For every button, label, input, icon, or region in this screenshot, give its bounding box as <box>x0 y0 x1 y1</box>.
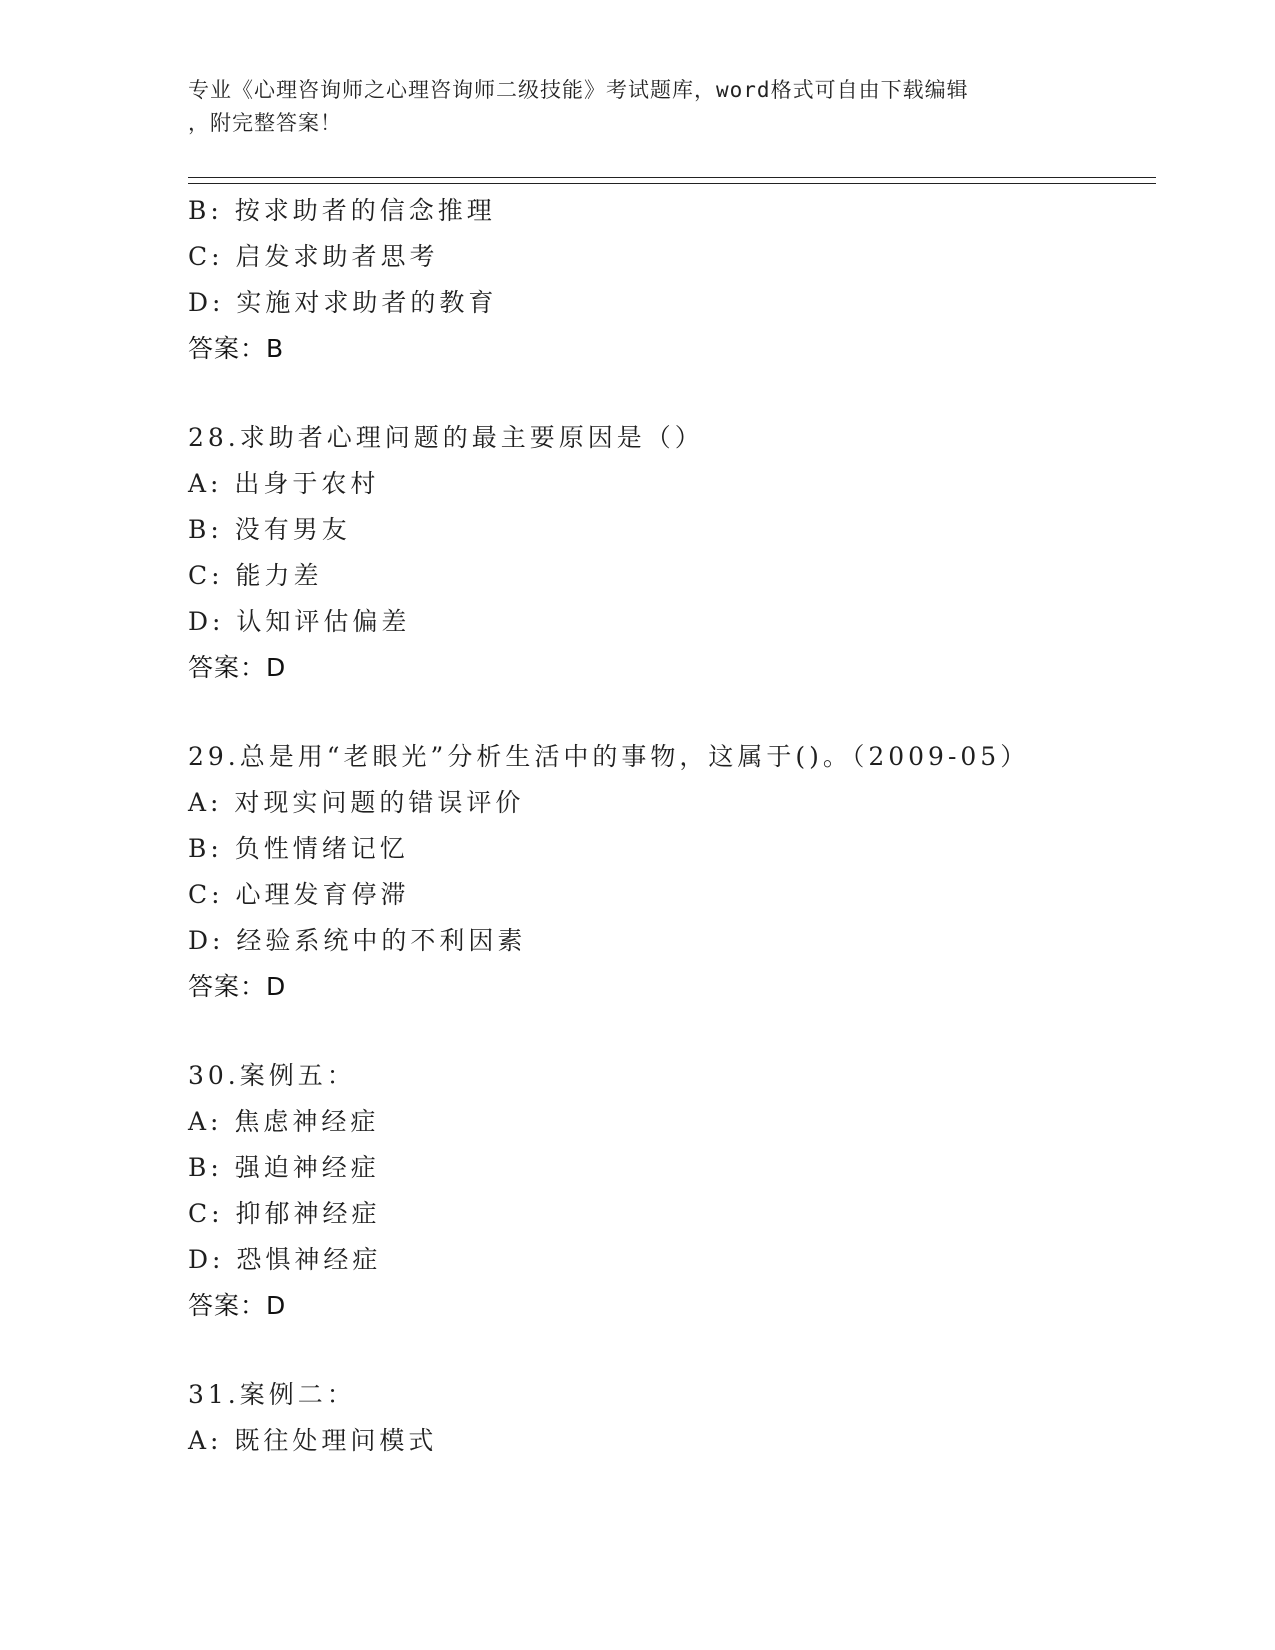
answer-line: 答案：B <box>188 334 285 363</box>
block-spacer <box>188 691 1148 734</box>
option-line: B: 没有男友 <box>188 515 351 544</box>
option-line: C: 启发求助者思考 <box>188 242 439 271</box>
block-spacer <box>188 372 1148 415</box>
option-line: A: 既往处理问模式 <box>188 1426 438 1455</box>
question-title: 30.案例五： <box>188 1061 356 1090</box>
option-line: B: 按求助者的信念推理 <box>188 196 496 225</box>
option-line: C: 心理发育停滞 <box>188 880 410 909</box>
option-line: A: 焦虑神经症 <box>188 1107 380 1136</box>
header-line-2: ，附完整答案！ <box>188 111 342 135</box>
block-spacer <box>188 1010 1148 1053</box>
question-title: 31.案例二： <box>188 1380 356 1409</box>
header-rule-bottom <box>188 183 1156 184</box>
question-list <box>188 188 1148 1464</box>
option-line: D: 经验系统中的不利因素 <box>188 926 527 955</box>
document-header <box>188 74 1078 140</box>
option-line: D: 恐惧神经症 <box>188 1245 382 1274</box>
option-line: B: 强迫神经症 <box>188 1153 380 1182</box>
answer-line: 答案：D <box>188 972 287 1001</box>
block-spacer <box>188 1329 1148 1372</box>
header-rule-top <box>188 177 1156 178</box>
answer-line: 答案：D <box>188 653 287 682</box>
option-line: D: 实施对求助者的教育 <box>188 288 498 317</box>
option-line: D: 认知评估偏差 <box>188 607 411 636</box>
option-line: A: 对现实问题的错误评价 <box>188 788 525 817</box>
question-title: 28.求助者心理问题的最主要原因是（） <box>188 423 704 452</box>
option-line: C: 抑郁神经症 <box>188 1199 381 1228</box>
option-line: C: 能力差 <box>188 561 323 590</box>
question-title: 29.总是用“老眼光”分析生活中的事物，这属于()。（2009-05） <box>188 742 1030 771</box>
answer-line: 答案：D <box>188 1291 287 1320</box>
option-line: A: 出身于农村 <box>188 469 380 498</box>
option-line: B: 负性情绪记忆 <box>188 834 409 863</box>
header-line-1: 专业《心理咨询师之心理咨询师二级技能》考试题库，word格式可自由下载编辑 <box>188 78 969 102</box>
